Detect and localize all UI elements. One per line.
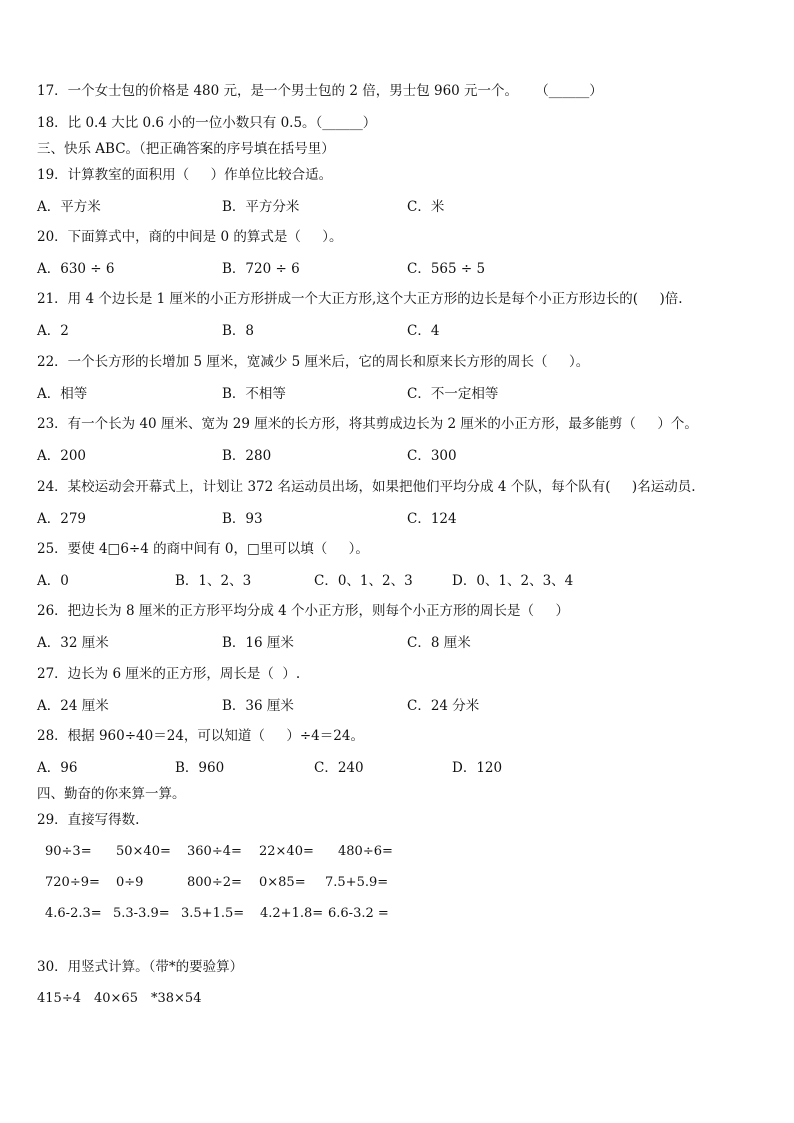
question-17: 17．一个女士包的价格是 480 元，是一个男士包的 2 倍，男士包 960 元一个。 （______） [37,83,603,99]
calc-item: 800÷2= [187,875,242,890]
q23-option-a: A．200 [37,448,87,464]
calc-item: 0×85= [259,875,306,890]
q22-option-b: B．不相等 [222,386,286,402]
question-19: 19．计算教室的面积用（ ）作单位比较合适。 [37,167,333,183]
q27-option-b: B．36 厘米 [222,698,294,714]
question-30: 30．用竖式计算。（带*的要验算） [37,959,244,975]
q25-option-b: B．1、2、3 [175,573,252,589]
q19-option-b: B．平方分米 [222,199,300,215]
q26-option-b: B．16 厘米 [222,635,294,651]
section-3-heading: 三、快乐 ABC。（把正确答案的序号填在括号里） [37,141,335,157]
calc-item: 480÷6= [338,844,393,859]
question-18: 18．比 0.4 大比 0.6 小的一位小数只有 0.5。（______） [37,115,377,131]
q25-option-a: A．0 [37,573,69,589]
question-21: 21．用 4 个边长是 1 厘米的小正方形拼成一个大正方形,这个大正方形的边长是每个小正方形边长的( )倍. [37,291,683,307]
question-22: 22．一个长方形的长增加 5 厘米，宽减少 5 厘米后，它的周长和原来长方形的周长（ ）。 [37,354,590,370]
calc-item: 0÷9 [116,875,144,890]
question-24: 24．某校运动会开幕式上，计划让 372 名运动员出场，如果把他们平均分成 4 个队，每个队有( )名运动员. [37,479,696,495]
question-20: 20．下面算式中，商的中间是 0 的算式是（ ）。 [37,229,343,245]
q20-option-b: B．720 ÷ 6 [222,261,300,277]
q21-option-a: A．2 [37,323,69,339]
q25-option-d: D．0、1、2、3、4 [452,573,574,589]
q27-option-a: A．24 厘米 [37,698,109,714]
q24-option-a: A．279 [37,511,87,527]
calc-item: 7.5+5.9= [325,875,389,890]
calc-item: 4.6-2.3= [45,906,102,921]
q21-option-b: B．8 [222,323,255,339]
q19-option-c: C．米 [407,199,445,215]
q28-option-d: D．120 [452,760,503,776]
calc-item: 40×65 [94,991,138,1006]
q24-option-b: B．93 [222,511,263,527]
q28-option-b: B．960 [175,760,225,776]
question-27: 27．边长为 6 厘米的正方形，周长是（ ）. [37,666,301,682]
question-29: 29．直接写得数. [37,812,140,828]
q20-option-c: C．565 ÷ 5 [407,261,486,277]
calc-item: 4.2+1.8= [260,906,324,921]
calc-item: 6.6-3.2 = [328,906,389,921]
calc-item: 5.3-3.9= [113,906,170,921]
calc-item: 90÷3= [45,844,92,859]
calc-item: 360÷4= [187,844,242,859]
q23-option-c: C．300 [407,448,457,464]
q25-option-c: C．0、1、2、3 [314,573,413,589]
q19-option-a: A．平方米 [37,199,101,215]
calc-item: *38×54 [151,991,202,1006]
calc-item: 720÷9= [45,875,100,890]
q20-option-a: A．630 ÷ 6 [37,261,115,277]
q26-option-c: C．8 厘米 [407,635,471,651]
question-28: 28．根据 960÷40＝24，可以知道（ ）÷4＝24。 [37,728,364,744]
q24-option-c: C．124 [407,511,457,527]
question-23: 23．有一个长为 40 厘米、宽为 29 厘米的长方形，将其剪成边长为 2 厘米的小正方形，最多能剪（ ）个。 [37,416,698,432]
q23-option-b: B．280 [222,448,272,464]
q28-option-c: C．240 [314,760,364,776]
q27-option-c: C．24 分米 [407,698,480,714]
calc-item: 3.5+1.5= [181,906,245,921]
q22-option-c: C．不一定相等 [407,386,499,402]
question-26: 26．把边长为 8 厘米的正方形平均分成 4 个小正方形，则每个小正方形的周长是（ ） [37,603,569,619]
q22-option-a: A．相等 [37,386,88,402]
q28-option-a: A．96 [37,760,78,776]
q21-option-c: C．4 [407,323,440,339]
question-25: 25．要使 4□6÷4 的商中间有 0，□里可以填（ ）。 [37,541,369,557]
calc-item: 22×40= [259,844,314,859]
q26-option-a: A．32 厘米 [37,635,109,651]
section-4-heading: 四、勤奋的你来算一算。 [37,786,186,802]
calc-item: 415÷4 [37,991,81,1006]
calc-item: 50×40= [116,844,171,859]
